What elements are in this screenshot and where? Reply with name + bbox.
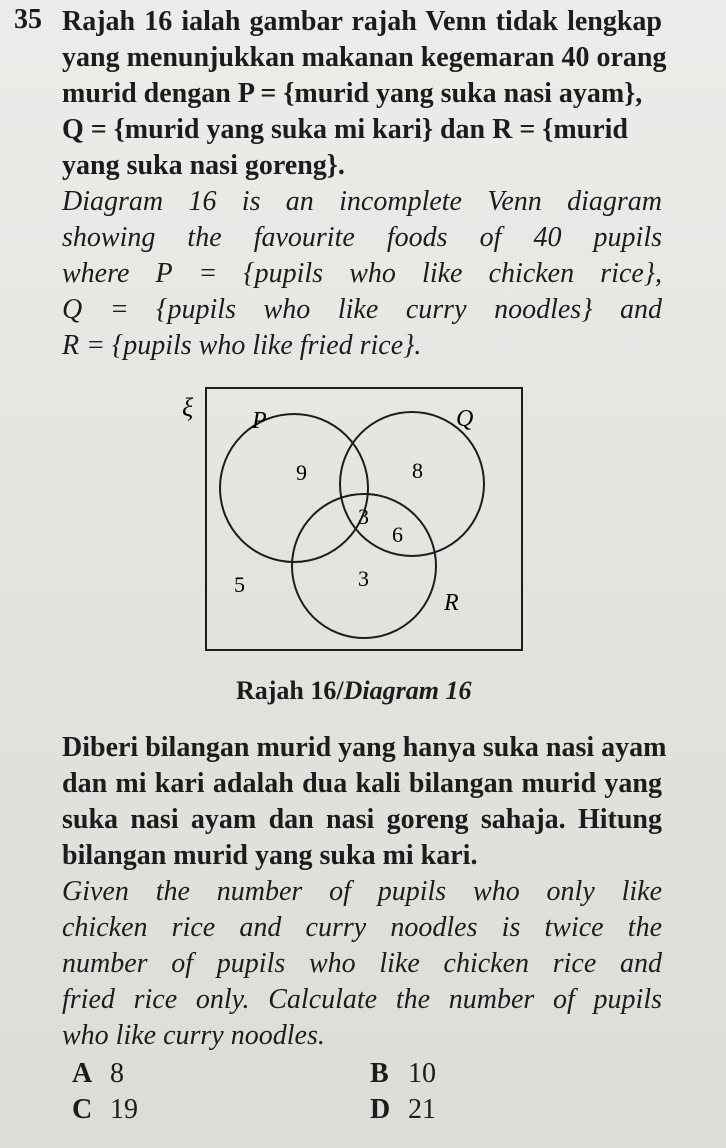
prompt-malay-line-3: suka nasi ayam dan nasi goreng sahaja. Hitung — [62, 804, 662, 835]
option-c-value: 19 — [110, 1094, 138, 1125]
set-q-label: Q — [456, 406, 474, 432]
region-q-only-value: 8 — [412, 458, 423, 483]
option-d-letter: D — [370, 1094, 391, 1125]
prompt-malay-line-4: bilangan murid yang suka mi kari. — [62, 840, 478, 871]
set-p-label: P — [252, 408, 267, 434]
prompt-english-line-3: number of pupils who like chicken rice and — [62, 948, 662, 979]
question-malay-line-3: murid dengan P = {murid yang suka nasi ayam}, — [62, 78, 643, 109]
question-malay-line-4: Q = {murid yang suka mi kari} dan R = {murid — [62, 114, 629, 145]
region-p-only-value: 9 — [296, 460, 307, 485]
option-b-letter: B — [370, 1058, 389, 1089]
prompt-english-line-4: fried rice only. Calculate the number of pupils — [62, 984, 662, 1015]
set-r-label: R — [444, 590, 459, 616]
prompt-english-line-5: who like curry noodles. — [62, 1020, 325, 1051]
question-malay-line-2: yang menunjukkan makanan kegemaran 40 orang — [62, 42, 667, 73]
question-english-line-2: showing the favourite foods of 40 pupils — [62, 222, 662, 253]
question-number: 35 — [14, 4, 42, 35]
prompt-english-line-2: chicken rice and curry noodles is twice the — [62, 912, 662, 943]
prompt-english-line-1: Given the number of pupils who only like — [62, 876, 662, 907]
question-malay-line-5: yang suka nasi goreng}. — [62, 150, 345, 181]
option-c-letter: C — [72, 1094, 93, 1125]
option-a-value: 8 — [110, 1058, 124, 1089]
option-a-letter: A — [72, 1058, 93, 1089]
option-c[interactable] — [72, 1092, 138, 1128]
region-pqr-value: 3 — [358, 504, 369, 529]
question-english-line-1: Diagram 16 is an incomplete Venn diagram — [62, 186, 662, 217]
diagram-caption — [236, 676, 471, 706]
region-outside-value: 5 — [234, 572, 245, 597]
prompt-malay-line-2: dan mi kari adalah dua kali bilangan murid yang — [62, 768, 662, 799]
question-malay-line-1: Rajah 16 ialah gambar rajah Venn tidak lengkap — [62, 6, 662, 37]
option-d[interactable] — [370, 1092, 436, 1128]
option-b-value: 10 — [408, 1058, 436, 1089]
diagram-caption-malay: Rajah 16/ — [236, 676, 344, 705]
question-english-line-4: Q = {pupils who like curry noodles} and — [62, 294, 662, 325]
region-r-only-value: 3 — [358, 566, 369, 591]
option-a[interactable] — [72, 1056, 124, 1092]
prompt-malay-line-1: Diberi bilangan murid yang hanya suka nasi ayam — [62, 732, 667, 763]
venn-diagram — [176, 380, 536, 660]
universal-set-symbol: ξ — [182, 393, 194, 422]
set-p-circle — [220, 414, 368, 562]
option-d-value: 21 — [408, 1094, 436, 1125]
set-q-circle — [340, 412, 484, 556]
region-qr-only-value: 6 — [392, 522, 403, 547]
diagram-caption-english: Diagram 16 — [343, 676, 472, 705]
question-english-line-5: R = {pupils who like fried rice}. — [62, 330, 422, 361]
question-english-line-3: where P = {pupils who like chicken rice}, — [62, 258, 662, 289]
option-b[interactable] — [370, 1056, 436, 1092]
